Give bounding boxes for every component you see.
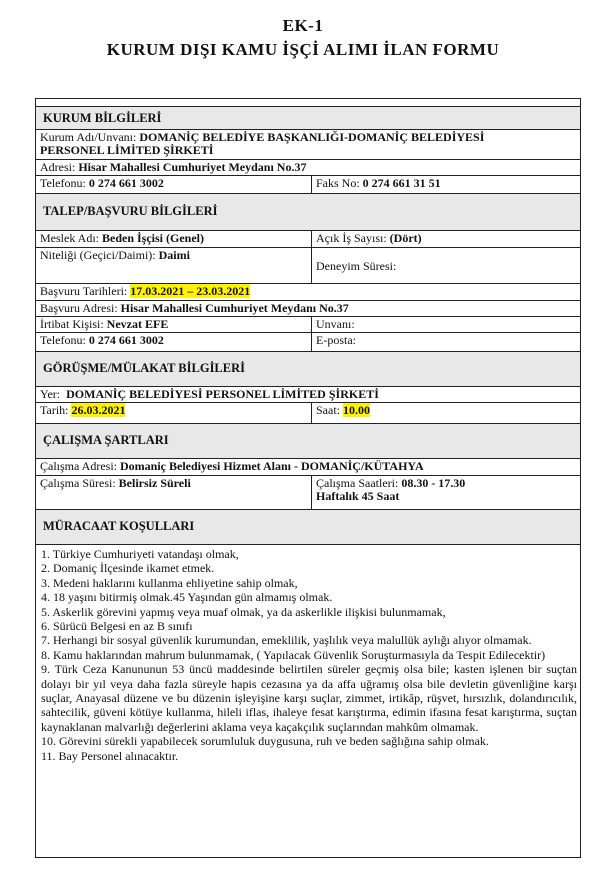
form-title: KURUM DIŞI KAMU İŞÇİ ALIMI İLAN FORMU [106,40,500,59]
talep-tel-value: 0 274 661 3002 [88,333,164,347]
condition-item: 7. Herhangi bir sosyal güvenlik kurumundan, emeklilik, yaşlılık veya malullük aylığı alıyor olmamak. [41,633,532,648]
gorusme-saat-label: Saat: [316,403,340,417]
eposta-label: E-posta: [316,333,356,347]
irtibat-value: Nevzat EFE [106,317,169,331]
basvuru-tarih-label: Başvuru Tarihleri: [40,284,128,298]
section-talep [36,193,580,231]
talep-tel-row [36,333,580,351]
calisma-adres-value: Domaniç Belediyesi Hizmet Alanı - DOMANİÇ/KÜTAHYA [120,459,424,473]
job-posting-form [35,98,581,858]
condition-item: 9. Türk Ceza Kanununun 53 üncü maddesinde belirtilen süreler geçmiş olsa bile; kasten işlenen bir suçtan dolayı bir yıl veya daha fazla süreyle hapis cezasına ya da affa uğramış olsa bile devletin güvenliğine karşı suçlar, Anayasal düzene ve bu düzenin işleyişine karşı suçlar, zimmet, irtikâp, rüşvet, hırsızlık, dolandırıcılık, sahtecilik, güveni kötüye kullanma, hileli iflas, ihaleye fesat karıştırma, edimin ifasına fesat karıştırma, suçtan kaynaklanan malvarlığı değerlerini aklama veya kaçakçılık suçlarından mahkûm olmamak. [41,662,577,734]
gorusme-yer-value: DOMANİÇ BELEDİYESİ PERSONEL LİMİTED ŞİRKETİ [66,387,379,401]
calisma-adres-row [36,459,580,476]
section-title: ÇALIŞMA ŞARTLARI [43,433,169,447]
deneyim-label: Deneyim Süresi: [316,259,397,273]
form-code: EK-1 [282,16,324,35]
section-muracaat [36,509,580,545]
gorusme-yer-row [36,387,580,403]
basvuru-tarih-row [36,284,580,301]
condition-item: 3. Medeni haklarını kullanma ehliyetine sahip olmak, [41,575,298,590]
kurum-adi-value: DOMANİÇ BELEDİYE BAŞKANLIĞI-DOMANİÇ BELEDİYESİ [139,130,485,144]
kurum-faks-label: Faks No: [316,176,360,190]
condition-item: 11. Bay Personel alınacaktır. [41,748,179,763]
nitelik-row [36,248,580,284]
irtibat-label: İrtibat Kişisi: [40,317,104,331]
gorusme-saat-value: 10.00 [343,403,370,417]
meslek-value: Beden İşçisi (Genel) [102,231,204,245]
condition-item: 5. Askerlik görevini yapmış veya muaf olmak, ya da askerlikle ilişkisi bulunmamak, [41,604,446,619]
kurum-tel-value: 0 274 661 3002 [88,176,164,190]
section-calisma [36,423,580,459]
condition-item: 2. Domaniç İlçesinde ikamet etmek. [41,561,215,576]
unvan-label: Unvanı: [316,317,355,331]
section-title: GÖRÜŞME/MÜLAKAT BİLGİLERİ [43,361,246,375]
basvuru-adres-value: Hisar Mahallesi Cumhuriyet Meydanı No.37 [120,301,349,315]
nitelik-label: Niteliği (Geçici/Daimi): [40,248,156,262]
kurum-adi-label: Kurum Adı/Unvanı: [40,130,137,144]
acik-is-value: (Dört) [389,231,422,245]
conditions-list [41,547,577,763]
calisma-saat-value: 08.30 - 17.30 [401,476,466,490]
condition-item: 8. Kamu haklarından mahrum bulunmamak, ( Yapılacak Güvenlik Soruşturmasıyla da Tespit Edilecektir) [41,647,546,662]
basvuru-adres-label: Başvuru Adresi: [40,301,118,315]
condition-item: 4. 18 yaşını bitirmiş olmak.45 Yaşından gün almamış olmak. [41,590,333,605]
kurum-tel-row [36,176,580,193]
calisma-sure-row [36,476,580,509]
kurum-adi-value-2: PERSONEL LİMİTED ŞİRKETİ [40,143,214,157]
meslek-label: Meslek Adı: [40,231,99,245]
section-kurum [36,106,580,130]
section-title: TALEP/BAŞVURU BİLGİLERİ [43,204,218,218]
nitelik-value: Daimi [158,248,190,262]
meslek-row [36,231,580,248]
kurum-adres-value: Hisar Mahallesi Cumhuriyet Meydanı No.37 [78,160,307,174]
kurum-adres-label: Adresi: [40,160,76,174]
gorusme-tarih-value: 26.03.2021 [71,403,126,417]
kurum-adi-row [36,130,580,160]
condition-item: 10. Görevini sürekli yapabilecek sorumluluk duygusuna, ruh ve beden sağlığına sahip olmak. [41,734,489,749]
talep-tel-label: Telefonu: [40,333,86,347]
calisma-adres-label: Çalışma Adresi: [40,459,117,473]
kurum-tel-label: Telefonu: [40,176,86,190]
calisma-sure-value: Belirsiz Süreli [118,476,191,490]
section-title: MÜRACAAT KOŞULLARI [43,519,195,533]
gorusme-tarih-row [36,403,580,423]
condition-item: 1. Türkiye Cumhuriyeti vatandaşı olmak, [41,547,239,561]
calisma-saat-label: Çalışma Saatleri: [316,476,399,490]
section-gorusme [36,351,580,387]
gorusme-tarih-label: Tarih: [40,403,69,417]
condition-item: 6. Sürücü Belgesi en az B sınıfı [41,619,193,634]
basvuru-tarih-value: 17.03.2021 – 23.03.2021 [130,284,251,298]
kurum-adres-row [36,160,580,176]
calisma-sure-label: Çalışma Süresi: [40,476,116,490]
irtibat-row [36,317,580,333]
acik-is-label: Açık İş Sayısı: [316,231,387,245]
haftalik-saat-value: Haftalık 45 Saat [316,489,400,503]
section-title: KURUM BİLGİLERİ [43,111,162,125]
basvuru-adres-row [36,301,580,317]
gorusme-yer-label: Yer: [40,387,61,401]
kurum-faks-value: 0 274 661 31 51 [362,176,441,190]
